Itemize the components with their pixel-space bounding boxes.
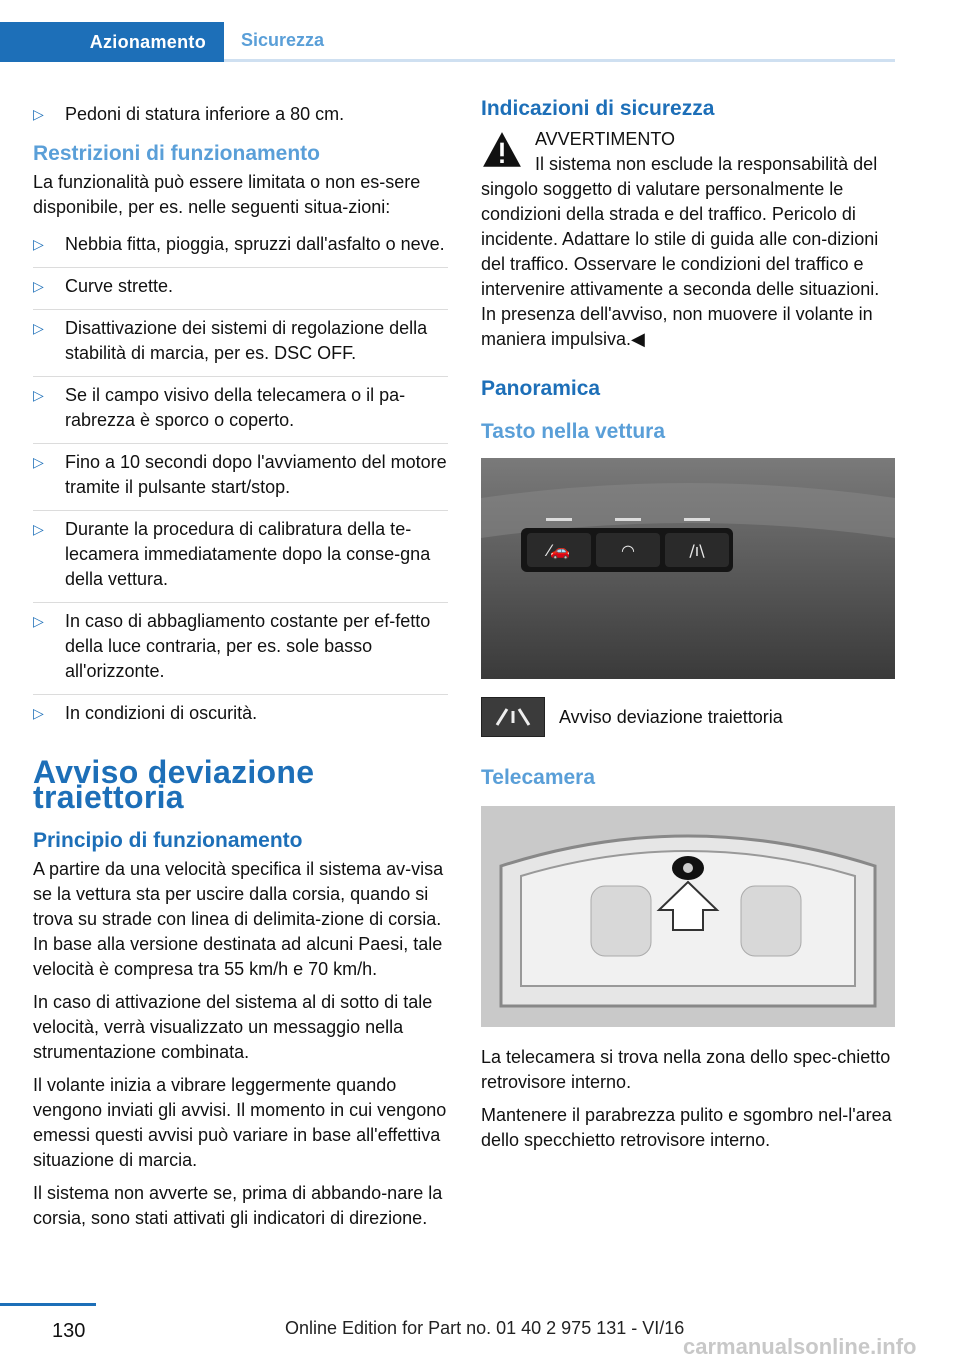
footer-rule xyxy=(0,1303,96,1306)
svg-text:◠: ◠ xyxy=(621,541,635,560)
caption-row xyxy=(481,697,896,737)
restrictions-list xyxy=(33,226,448,726)
camera-paragraph: Mantenere il parabrezza pulito e sgombro nel-l'area dello specchietto retrovisore interno. xyxy=(481,1105,892,1150)
list-item-text: Disattivazione dei sistemi di regolazione della stabilità di marcia, per es. DSC OFF. xyxy=(65,318,428,363)
paragraph: A partire da una velocità specifica il sistema av-visa se la vettura sta per uscire dalla corsia, quando si trova su strade con linea di delimita-zione di corsia. In base alla versione destinata ad alcuni Paesi, tale velocità è compresa tra 55 km/h e 70 km/h. xyxy=(33,859,444,979)
svg-text:/ı\: /ı\ xyxy=(689,541,705,560)
restrictions-intro: La funzionalità può essere limitata o non es-sere disponibile, per es. nelle seguenti situa-zioni: xyxy=(33,172,421,217)
paragraph: Il sistema non avverte se, prima di abbando-nare la corsia, sono stati attivati gli indicatori di direzione. xyxy=(33,1183,443,1228)
list-item-text: In caso di abbagliamento costante per ef-fetto della luce contraria, per es. sole basso all'orizzonte. xyxy=(65,611,431,681)
list-item-text: Curve strette. xyxy=(65,276,174,296)
list-item xyxy=(33,443,448,500)
tab-sicurezza[interactable]: Sicurezza xyxy=(224,22,895,62)
button-caption: Avviso deviazione traiettoria xyxy=(559,706,783,727)
overview-heading: Panoramica xyxy=(481,377,601,400)
triangle-bullet-icon: ▷ xyxy=(33,106,44,122)
list-item-text: Se il campo visivo della telecamera o il pa-rabrezza è sporco o coperto. xyxy=(65,385,406,430)
list-item-text: Pedoni di statura inferiore a 80 cm. xyxy=(65,104,345,124)
camera-heading: Telecamera xyxy=(481,766,596,789)
watermark: carmanualsonline.info xyxy=(683,1334,917,1359)
triangle-bullet-icon: ▷ xyxy=(33,236,44,252)
warning-triangle-icon xyxy=(481,129,523,171)
list-item xyxy=(33,96,448,127)
list-item xyxy=(33,602,448,684)
warning-text: Il sistema non esclude la responsabilità del singolo soggetto di valutare personalmente le condizioni della strada e del traffico. Pericolo di incidente. Adattare lo stile di guida alle con-dizioni del traffico. Osservare le condizioni del traffico e intervenire attivamente a seconda delle situazioni. In presenza dell'avviso, non muovere il volante in maniera impulsiva.◀ xyxy=(481,154,880,349)
section-title: Avviso deviazione traiettoria xyxy=(33,754,315,815)
triangle-bullet-icon: ▷ xyxy=(33,613,44,629)
triangle-bullet-icon: ▷ xyxy=(33,454,44,470)
principle-heading: Principio di funzionamento xyxy=(33,829,303,852)
triangle-bullet-icon: ▷ xyxy=(33,521,44,537)
edition-text: Online Edition for Part no. 01 40 2 975 131 - VI/16 xyxy=(285,1318,685,1338)
page-number: 130 xyxy=(52,1320,86,1342)
button-heading: Tasto nella vettura xyxy=(481,420,665,443)
triangle-bullet-icon: ▷ xyxy=(33,387,44,403)
warning-block xyxy=(481,127,896,352)
left-column xyxy=(33,96,448,1239)
camera-photo xyxy=(481,806,895,1027)
warning-title: AVVERTIMENTO xyxy=(535,129,676,149)
button-panel-photo xyxy=(481,458,895,679)
paragraph: Il volante inizia a vibrare leggermente quando vengono inviati gli avvisi. Il momento in cui vengono emessi questi avvisi può variare in base all'effettiva situazione di marcia. xyxy=(33,1075,447,1170)
list-item-text: Nebbia fitta, pioggia, spruzzi dall'asfalto o neve. xyxy=(65,234,445,254)
list-item xyxy=(33,226,448,257)
list-item xyxy=(33,694,448,726)
list-item xyxy=(33,376,448,433)
button-panel-image xyxy=(481,458,895,679)
camera-image xyxy=(481,806,895,1027)
restrictions-heading: Restrizioni di funzionamento xyxy=(33,142,320,165)
list-item xyxy=(33,510,448,592)
right-column xyxy=(481,96,896,1161)
list-item-text: Durante la procedura di calibratura della te-lecamera immediatamente dopo la conse-gna della vettura. xyxy=(65,519,431,589)
triangle-bullet-icon: ▷ xyxy=(33,278,44,294)
list-item xyxy=(33,309,448,366)
page-header xyxy=(0,0,895,62)
tab-azionamento[interactable]: Azionamento xyxy=(0,22,224,62)
list-item xyxy=(33,267,448,299)
list-item-text: Fino a 10 secondi dopo l'avviamento del motore tramite il pulsante start/stop. xyxy=(65,452,447,497)
triangle-bullet-icon: ▷ xyxy=(33,320,44,336)
svg-text:⁄🚗: ⁄🚗 xyxy=(547,541,571,560)
camera-paragraph: La telecamera si trova nella zona dello spec-chietto retrovisore interno. xyxy=(481,1047,891,1092)
list-item-text: In condizioni di oscurità. xyxy=(65,703,258,723)
lane-departure-icon xyxy=(481,697,545,737)
safety-heading: Indicazioni di sicurezza xyxy=(481,97,715,120)
triangle-bullet-icon: ▷ xyxy=(33,705,44,721)
paragraph: In caso di attivazione del sistema al di sotto di tale velocità, verrà visualizzato un messaggio nella strumentazione combinata. xyxy=(33,992,433,1062)
